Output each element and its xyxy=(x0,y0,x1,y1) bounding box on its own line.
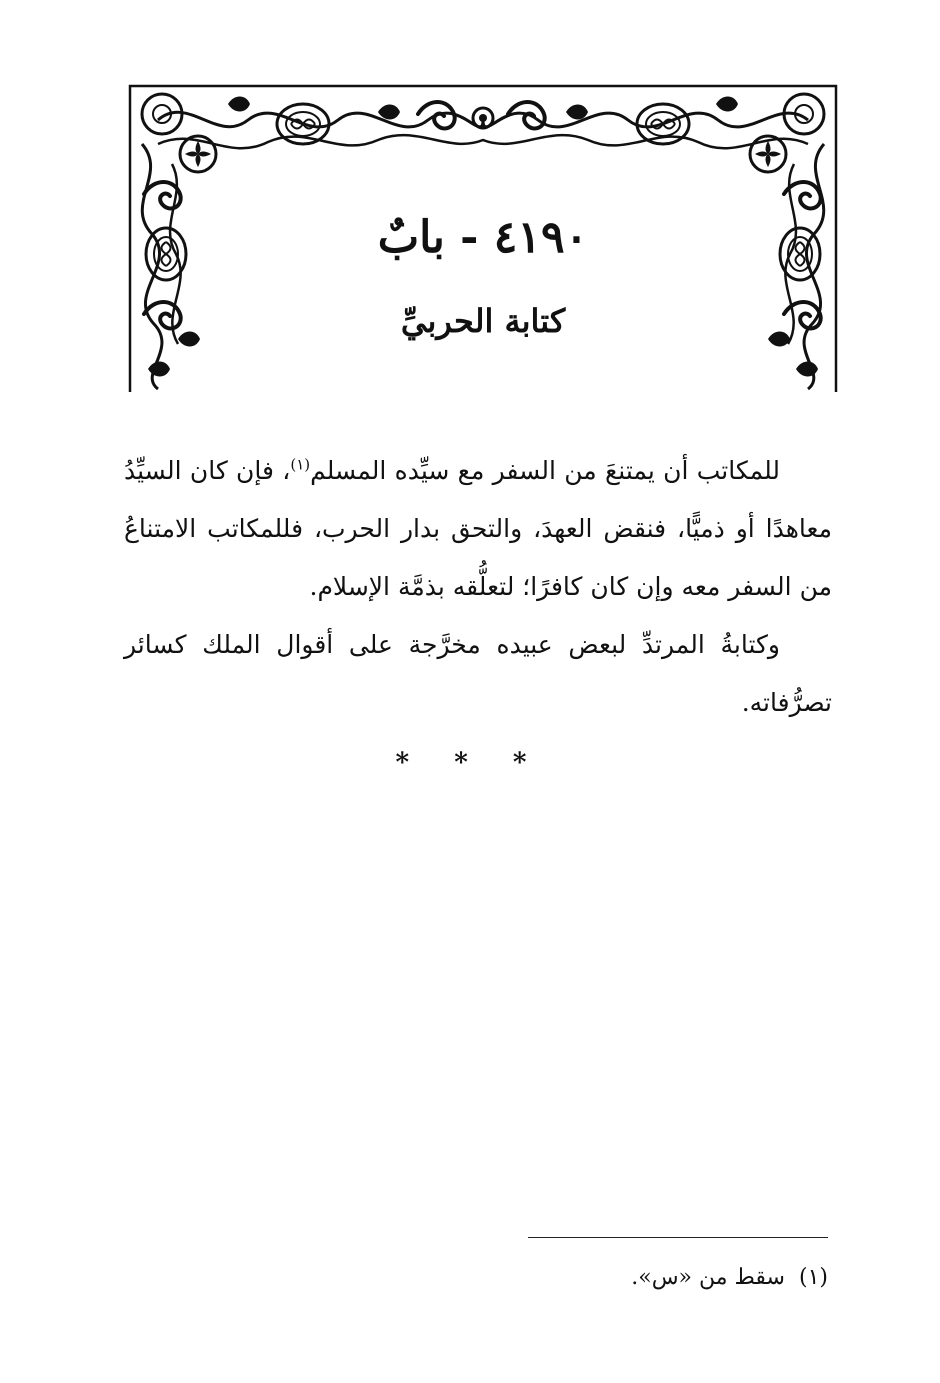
footnote xyxy=(128,1258,828,1298)
paragraph-1-text-start: للمكاتب أن يمتنعَ من السفر مع سيِّده المسلم xyxy=(310,456,780,485)
footnote-reference[interactable]: (١) xyxy=(290,455,311,474)
footnote-divider xyxy=(528,1237,828,1238)
paragraph-2: وكتابةُ المرتدِّ لبعض عبيده مخرَّجة على أقوال الملك كسائر تصرُّفاته. xyxy=(124,630,832,717)
paragraph-1 xyxy=(124,442,832,616)
footnote-number: (١) xyxy=(798,1265,828,1290)
chapter-heading: ٤١٩٠ - بابٌ xyxy=(377,212,589,263)
main-text xyxy=(124,442,832,732)
section-separator: * * * xyxy=(395,748,545,778)
chapter-title: كتابة الحربيِّ xyxy=(400,302,566,340)
footnote-text: سقط من «س». xyxy=(631,1265,785,1290)
paragraph-1-text-end: ، فإن كان السيِّدُ معاهدًا أو ذميًّا، فنقض العهدَ، والتحق بدار الحرب، فللمكاتب الامتناعُ من السفر معه وإن كان كافرًا؛ لتعلُّقه بذمَّة الإسلام. xyxy=(124,456,832,601)
